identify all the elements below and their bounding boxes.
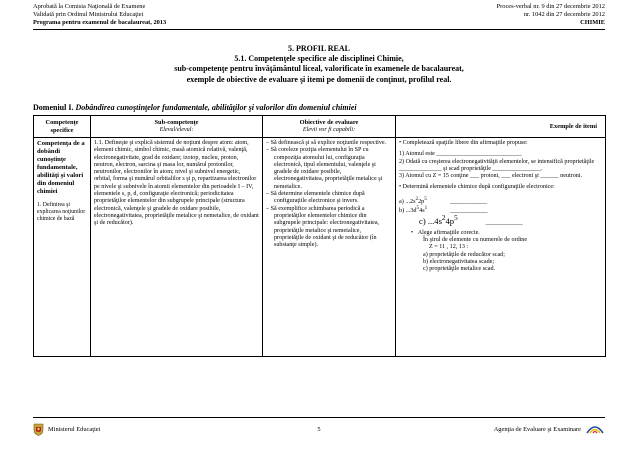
objectives-cell — [263, 138, 396, 357]
item-q3-c: c) proprietăţile metalice scad. — [423, 266, 496, 273]
title-subcompetences: sub-competenţe pentru învăţământul liceal, valorificate în examenele de bacalaureat, — [174, 64, 464, 74]
page-footer — [33, 421, 605, 439]
agency-logo-icon — [585, 423, 605, 435]
objective-item: – Să coreleze poziţia elementului în SP cu compoziţia atomului lui, configuraţia electronică, tipul elementului, valenţele şi gradele de oxidare posibile, electronegativitatea, proprietăţile metalice şi nemetalice. — [266, 147, 383, 190]
objective-item: – Să determine elementele chimice după configuraţiile electronice şi invers. — [266, 191, 365, 205]
items-cell — [396, 138, 606, 357]
header-subject: CHIMIE — [580, 19, 605, 27]
table-header-row — [34, 116, 606, 138]
item-fill-blanks: • Completează spaţiile libere din afirmaţiile propuse: — [399, 140, 528, 146]
table-row — [34, 138, 606, 357]
domain-label: Domeniul I. — [33, 103, 74, 112]
header-order-number: nr. 1042 din 27 decembrie 2012 — [523, 11, 605, 19]
header-divider — [33, 29, 605, 30]
title-competences: 5.1. Competenţele specifice ale disciplinei Chimie, — [234, 54, 404, 64]
header-objectives: Obiective de evaluare Elevii vor fi capabili: — [263, 116, 396, 138]
competence-cell — [34, 138, 91, 357]
competence-subtitle: 1. Definirea şi explicarea noţiunilor chimice de bază — [37, 202, 86, 222]
item-q1-3: 3) Atomul cu Z = 15 conţine ___ protoni, ___ electroni şi ______ neutroni. — [399, 173, 583, 180]
bullet-icon: • — [399, 140, 403, 146]
item-q3-a: a) proprietăţile de reducător scad; — [423, 251, 505, 258]
footer-divider — [33, 417, 605, 418]
item-q1-1: 1) Atomul este ____________________________ — [399, 151, 522, 158]
header-minutes: Proces-verbal nr. 9 din 27 decembrie 2012 — [496, 3, 605, 10]
header-approval: Aprobată la Comisia Naţională de Examene — [33, 3, 146, 10]
page-header — [33, 3, 605, 28]
domain-text: Dobândirea cunoştinţelor fundamentale, abilităţilor şi valorilor din domeniul chimiei — [75, 103, 357, 112]
footer-agency: Agenţia de Evaluare şi Examinare — [493, 425, 581, 433]
footer-ministry: Ministerul Educaţiei — [48, 426, 101, 433]
item-q1-2: 2) Odată cu creşterea electronegativităţii elementelor, se intensifică proprietăţile ______________ şi scad proprietăţile ________________. — [399, 158, 595, 172]
header-program: Programa pentru examenul de bacalaureat, 2013 — [33, 19, 167, 27]
item-electron-config: • Determină elementele chimice după configuraţiile electronice: — [399, 184, 555, 191]
item-q3-b: b) electronegativitatea scade; — [423, 258, 495, 265]
bullet-icon: • — [411, 229, 418, 236]
page-number: 5 — [317, 426, 321, 433]
header-subcompetences: Sub-competenţe Elevul/elevul: — [91, 116, 263, 138]
subcompetence-cell — [91, 138, 263, 357]
objective-item: – Să definească şi să explice noţiunile respective. — [266, 140, 387, 146]
title-objectives: exemple de obiective de evaluare şi itemi pe domenii de conţinut, profilul real. — [186, 74, 452, 84]
item-config-b: b) $...3d^54s^1$ ____________ — [399, 205, 488, 215]
header-validation: Validată prin Ordinul Ministrului Educaţiei — [33, 11, 144, 19]
competence-table — [33, 115, 606, 357]
section-titles — [33, 44, 605, 85]
title-profile: 5. PROFIL REAL — [287, 44, 350, 53]
bullet-icon: • — [399, 184, 403, 191]
competence-title: Competenţa de a dobândi cunoştinţe fundamentale, abilităţi şi valori din domeniul chimiei — [37, 140, 85, 195]
header-items: Exemple de itemi — [396, 116, 606, 138]
item-q3-line1: În şirul de elemente cu numerele de ordine — [423, 236, 528, 243]
domain-heading — [33, 103, 605, 112]
subcompetence-text: 1.1. Defineşte şi explică sistemul de noţiuni despre atom: atom, element chimic, simbol chimic, masă atomică relativă, valenţă, electronegativitate, grad de oxidare; izotop, nucleu, proton, neutron, electron, sarcina şi masa lor, numărul protonilor, neutronilor, electronilor în atom; nivel şi subnivel energetic, orbital, forma şi numărul orbitalilor s şi p, repartizarea electronilor pe nivele şi subnivele în atomii elementelor din perioadele I – IV, elementele s, p, d, configuraţie electronică; periodicitatea proprietăţilor elementelor din subgrupele principale (structura electronică, valenţele şi gradele de oxidare posibile, electronegativitatea, proprietăţile metalice şi nemetalice, de oxidant şi de reducător). — [94, 140, 259, 227]
objective-item: – Să exemplifice schimbarea periodică a proprietăţilor elementelor chimice din subgrupele principale: electronegativitatea, proprietăţile metalice şi nemetalice, proprietăţile de oxidant şi de reducător (în substanţe simple). — [266, 205, 380, 249]
item-config-c: c) $...4s^24p^5$ ____________ — [419, 213, 523, 226]
item-config-a: a) $...2s^22p^5$ ____________ — [399, 195, 488, 205]
item-q3-line2: Z = 11 , 12, 13 : — [429, 244, 469, 251]
item-choose-correct: • Alege afirmaţiile corecte. — [411, 229, 480, 236]
header-competences: Competenţe specifice — [34, 116, 91, 138]
